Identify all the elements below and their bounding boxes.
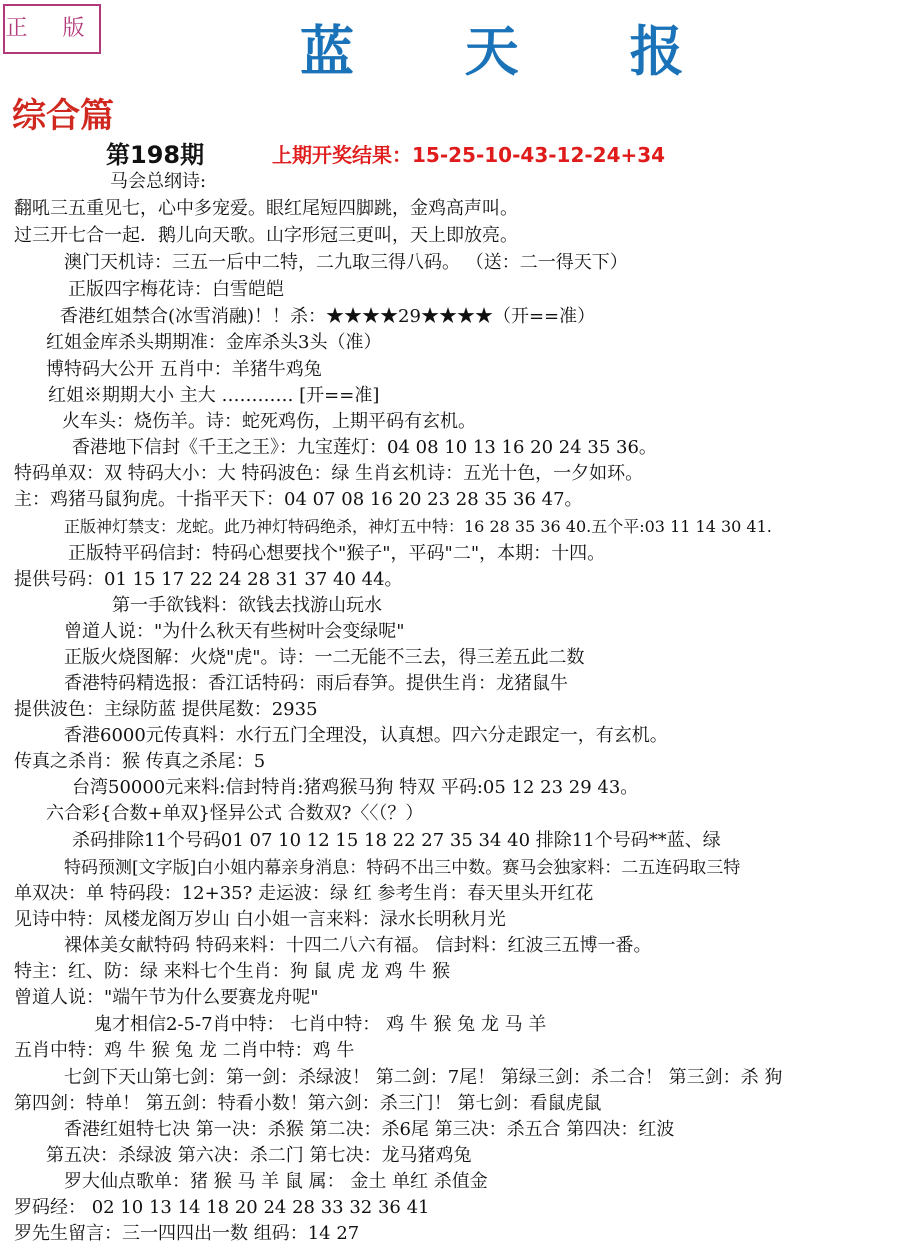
text-line: 翻吼三五重见七，心中多宠爱。眼红尾短四脚跳，金鸡高声叫。 [14, 198, 518, 219]
text-line: 主：鸡猪马鼠狗虎。十指平天下：04 07 08 16 20 23 28 35 36 47。 [14, 489, 583, 510]
text-line: 提供号码：01 15 17 22 24 28 31 37 40 44。 [14, 569, 403, 590]
text-line: 过三开七合一起．鹅儿向天歌。山字形冠三更叫，天上即放亮。 [14, 225, 518, 246]
text-line: 香港红姐禁合(冰雪消融)！！杀：★★★★29★★★★（开==准） [60, 306, 596, 327]
authentic-stamp: 正 版 [3, 4, 101, 54]
text-line: 澳门天机诗：三五一后中二特，二九取三得八码。 （送：二一得天下） [64, 252, 628, 273]
text-line: 传真之杀肖：猴 传真之杀尾：5 [14, 751, 266, 772]
text-line: 香港特码精选报：香江话特码：雨后春笋。提供生肖：龙猪鼠牛 [64, 673, 568, 694]
text-line: 第四剑：特单！ 第五剑：特看小数！第六剑：杀三门！ 第七剑：看鼠虎鼠 [14, 1093, 602, 1114]
newspaper-masthead: 蓝 天 报 [300, 19, 730, 83]
text-line: 香港红姐特七决 第一决：杀猴 第二决：杀6尾 第三决：杀五合 第四决：红波 [64, 1119, 675, 1140]
text-line: 博特码大公开 五肖中：羊猪牛鸡兔 [46, 359, 322, 380]
text-line: 正版四字梅花诗：白雪皑皑 [68, 279, 284, 300]
text-line: 六合彩{合数+单双}怪异公式 合数双?〈〈（？） [46, 803, 424, 824]
text-line: 香港6000元传真料：水行五门全理没，认真想。四六分走跟定一，有玄机。 [64, 725, 668, 746]
text-line: 五肖中特：鸡 牛 猴 兔 龙 二肖中特：鸡 牛 [14, 1040, 355, 1061]
text-line: 特主：红、防：绿 来料七个生肖：狗 鼠 虎 龙 鸡 牛 猴 [14, 961, 451, 982]
text-line: 曾道人说："为什么秋天有些树叶会变绿呢" [64, 621, 405, 642]
issue-number: 第198期 [106, 141, 205, 169]
text-line: 红姐※期期大小 主大 ………… [开==准] [48, 385, 380, 406]
text-line: 正版火烧图解：火烧"虎"。诗：一二无能不三去，得三差五此二数 [64, 647, 585, 668]
text-line: 特码单双：双 特码大小：大 特码波色：绿 生肖玄机诗：五光十色，一夕如环。 [14, 463, 644, 484]
previous-draw-result: 上期开奖结果：15-25-10-43-12-24+34 [272, 143, 666, 167]
text-line: 正版神灯禁支：龙蛇。此乃神灯特码绝杀，神灯五中特：16 28 35 36 40.五个平:03 11 14 30 41. [64, 517, 772, 536]
text-line: 香港地下信封《千王之王》：九宝莲灯：04 08 10 13 16 20 24 35 36。 [72, 437, 657, 458]
text-line: 马会总纲诗: [110, 171, 207, 192]
text-line: 裸体美女献特码 特码来料：十四二八六有福。 信封料：红波三五博一番。 [64, 935, 652, 956]
text-line: 第五决：杀绿波 第六决：杀二门 第七决：龙马猪鸡兔 [46, 1145, 472, 1166]
text-line: 罗先生留言：三一四四出一数 组码：14 27 [14, 1223, 360, 1244]
text-line: 火车头：烧伤羊。诗：蛇死鸡伤，上期平码有玄机。 [62, 411, 476, 432]
text-line: 罗大仙点歌单：猪 猴 马 羊 鼠 属： 金土 单红 杀值金 [64, 1171, 488, 1192]
text-line: 杀码排除11个号码01 07 10 12 15 18 22 27 35 34 40 排除11个号码**蓝、绿 [72, 830, 721, 851]
text-line: 提供波色：主绿防蓝 提供尾数：2935 [14, 699, 318, 720]
text-line: 单双决：单 特码段：12+35? 走运波：绿 红 参考生肖：春天里头开红花 [14, 883, 594, 904]
text-line: 见诗中特：凤楼龙阁万岁山 白小姐一言来料：渌水长明秋月光 [14, 909, 506, 930]
text-line: 红姐金库杀头期期准：金库杀头3头（准） [46, 332, 382, 353]
text-line: 鬼才相信2-5-7肖中特： 七肖中特： 鸡 牛 猴 兔 龙 马 羊 [94, 1014, 547, 1035]
text-line: 罗码经： 02 10 13 14 18 20 24 28 33 32 36 41 [14, 1197, 430, 1218]
text-line: 正版特平码信封：特码心想要找个"猴子"，平码"二"，本期：十四。 [68, 543, 606, 564]
section-title: 综合篇 [12, 96, 114, 136]
text-line: 台湾50000元来料:信封特肖:猪鸡猴马狗 特双 平码:05 12 23 29 43。 [72, 777, 639, 798]
text-line: 曾道人说："端午节为什么要赛龙舟呢" [14, 987, 319, 1008]
text-line: 七剑下天山第七剑：第一剑：杀绿波！ 第二剑：7尾！ 第绿三剑：杀二合！ 第三剑：杀 狗 [64, 1067, 783, 1088]
text-line: 特码预测[文字版]白小姐内幕亲身消息：特码不出三中数。赛马会独家料：二五连码取三特 [64, 858, 741, 878]
text-line: 第一手欲钱料：欲钱去找游山玩水 [112, 595, 382, 616]
